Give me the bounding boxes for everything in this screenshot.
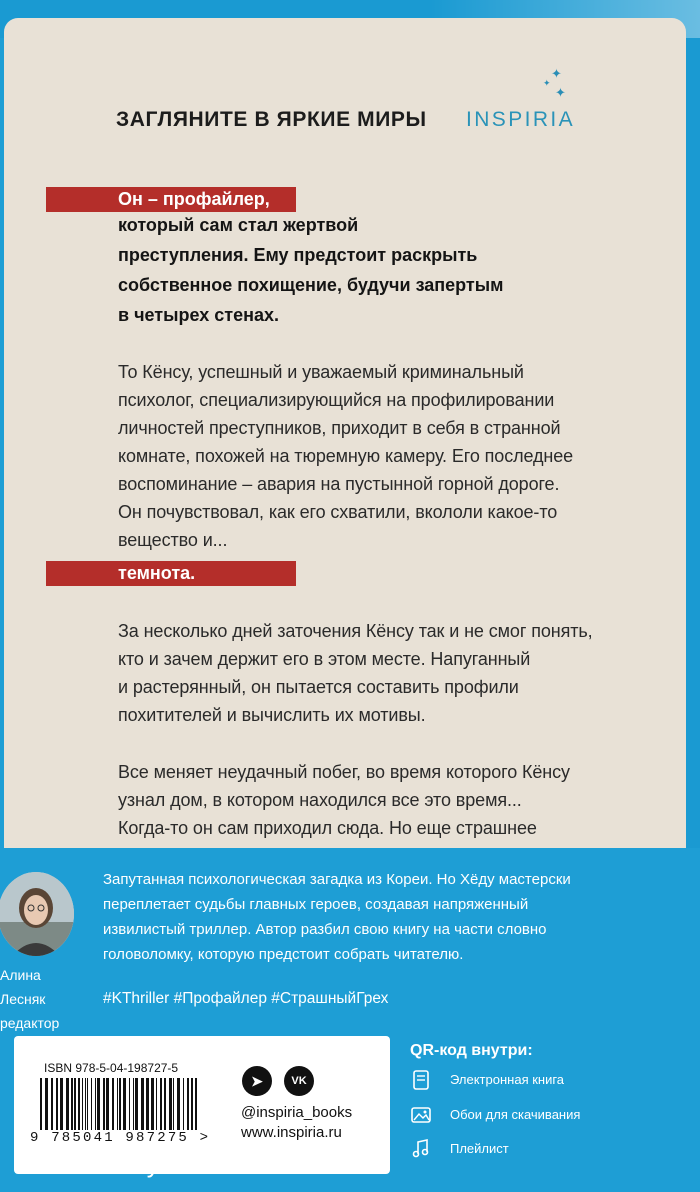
paragraph-line: Все меняет неудачный побег, во время которого Кёнсу <box>118 762 570 782</box>
paragraph-line: похитителей и вычислить их мотивы. <box>118 705 426 725</box>
qr-item-label: Плейлист <box>450 1141 509 1156</box>
editor-quote-line: Запутанная психологическая загадка из Кореи. Но Хёду мастерски <box>103 871 571 888</box>
brand-name: INSPIRIA <box>466 108 576 131</box>
barcode-number: 9 785041 987275 > <box>30 1130 211 1146</box>
paragraph-line: психолог, специализирующийся на профилировании <box>118 390 555 410</box>
intro-line: собственное похищение, будучи запертым <box>118 275 504 295</box>
intro-highlight: Он – профайлер, <box>46 187 296 212</box>
barcode <box>40 1078 200 1130</box>
spine-edge <box>686 38 700 848</box>
paragraph-line: личностей преступников, приходит в себя в странной <box>118 418 561 438</box>
paragraph-line: То Кёнсу, успешный и уважаемый криминальный <box>118 362 524 382</box>
editor-first-name: Алина <box>0 967 41 983</box>
editor-avatar <box>0 872 74 956</box>
social-handle[interactable]: @inspiria_books <box>241 1104 353 1121</box>
qr-item-label: Обои для скачивания <box>450 1107 581 1122</box>
paragraph-line: комнате, похожей на тюремную камеру. Его последнее <box>118 446 574 466</box>
editor-quote-line: переплетает судьбы главных героев, создавая напряженный <box>103 896 529 913</box>
telegram-icon[interactable]: ➤ <box>242 1066 272 1096</box>
ebook-icon <box>410 1069 432 1091</box>
paragraph-line: Он почувствовал, как его схватили, вкололи какое-то <box>118 502 558 522</box>
hashtags: #KThriller #Профайлер #СтрашныйГрех <box>103 990 389 1007</box>
editor-last-name: Лесняк <box>0 991 46 1007</box>
paragraph-line: Когда-то он сам приходил сюда. Но еще страшнее <box>118 818 537 838</box>
paragraph-line: За несколько дней заточения Кёнсу так и не смог понять, <box>118 621 593 641</box>
sparkle-icon: ✦ <box>543 78 551 88</box>
header-tagline <box>116 108 576 132</box>
intro-line: в четырех стенах. <box>118 305 279 325</box>
paragraph-line: воспоминание – авария на пустынной горной дороге. <box>118 474 560 494</box>
qr-title: QR-код внутри: <box>410 1042 533 1059</box>
paragraph-line: кто и зачем держит его в этом месте. Напуганный <box>118 649 531 669</box>
qr-item-label: Электронная книга <box>450 1072 565 1087</box>
music-note-icon <box>410 1138 432 1160</box>
watermark: bookclub.by <box>16 1148 161 1178</box>
paragraph-line: вещество и... <box>118 530 228 550</box>
isbn-label: ISBN 978-5-04-198727-5 <box>44 1061 179 1075</box>
paragraph-line: и растерянный, он пытается составить профили <box>118 677 519 697</box>
vk-icon[interactable]: VK <box>284 1066 314 1096</box>
darkness-highlight: темнота. <box>46 561 296 586</box>
image-icon <box>410 1104 432 1126</box>
editor-role: редактор <box>0 1015 60 1031</box>
paragraph-line: узнал дом, в котором находился все это время... <box>118 790 522 810</box>
sparkle-icon: ✦ <box>551 66 562 81</box>
editor-quote-line: головоломку, которую предстоит собрать читателю. <box>103 946 464 963</box>
editor-quote-line: извилистый триллер. Автор разбил свою книгу на части словно <box>103 921 547 938</box>
website-link[interactable]: www.inspiria.ru <box>241 1124 342 1141</box>
intro-line: преступления. Ему предстоит раскрыть <box>118 245 478 265</box>
sparkle-icon: ✦ <box>555 85 566 100</box>
tagline-text: ЗАГЛЯНИТЕ В ЯРКИЕ МИРЫ <box>116 108 427 131</box>
intro-line: который сам стал жертвой <box>118 215 359 235</box>
